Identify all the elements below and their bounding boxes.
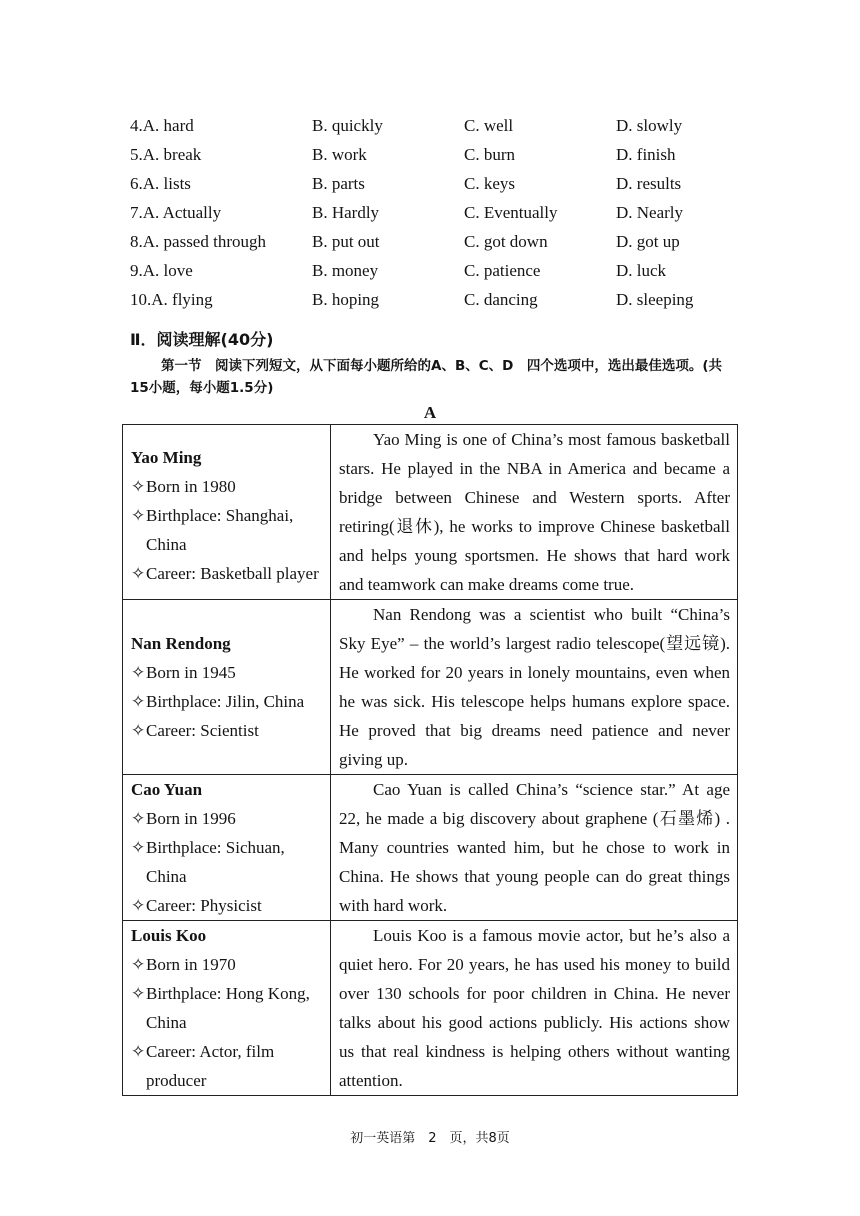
person-info-cell [123, 425, 331, 600]
option-b: B. hoping [312, 289, 380, 309]
person-description: Louis Koo is a famous movie actor, but he’s also a quiet hero. For 20 years, he has used his money to build over 130 schools for poor children in China. He never talks about his good actions publicly. His actions show us that real kindness is helping others without wanting attention. [339, 926, 730, 1090]
option-d: D. luck [616, 260, 667, 280]
option-row [130, 256, 730, 285]
star-icon: ✧ [131, 477, 146, 496]
option-c: C. patience [464, 260, 541, 280]
option-c: C. well [464, 116, 514, 136]
person-fact: ✧Born in 1945 [131, 658, 326, 687]
option-row [130, 199, 730, 228]
option-d: D. results [616, 174, 682, 194]
person-fact: ✧Birthplace: Sichuan, China [131, 833, 326, 891]
star-icon: ✧ [131, 1042, 146, 1061]
option-d: D. sleeping [616, 289, 694, 309]
option-d: D. slowly [616, 116, 683, 136]
person-name: Louis Koo [131, 926, 207, 945]
person-info-cell [123, 921, 331, 1096]
option-a: 10.A. flying [130, 289, 213, 309]
passage-label: A [423, 403, 437, 422]
star-icon: ✧ [131, 838, 146, 857]
person-info-cell [123, 600, 331, 775]
option-b: B. parts [312, 174, 365, 194]
person-fact: ✧Birthplace: Jilin, China [131, 687, 326, 716]
star-icon: ✧ [131, 721, 146, 740]
star-icon: ✧ [131, 663, 146, 682]
option-a: 4.A. hard [130, 116, 194, 136]
option-a: 9.A. love [130, 260, 193, 280]
section-title: Ⅱ．阅读理解(40分) [130, 330, 274, 349]
person-name: Yao Ming [131, 448, 202, 467]
person-description: Yao Ming is one of China’s most famous basketball stars. He played in the NBA in America and became a bridge between Chinese and Western sports. After retiring(退休), he works to improve Chinese basketball and helps young sportsmen. He shows that hard work and teamwork can make dreams come true. [339, 430, 730, 594]
option-a: 8.A. passed through [130, 232, 266, 251]
star-icon: ✧ [131, 955, 146, 974]
option-c: C. keys [464, 174, 515, 194]
section-instruction: 第一节 阅读下列短文，从下面每小题所给的A、B、C、D 四个选项中，选出最佳选项。(共15小题，每小题1.5分) [130, 358, 723, 396]
person-description-cell [331, 600, 738, 775]
person-name: Nan Rendong [131, 634, 231, 653]
person-fact: ✧Career: Physicist [131, 891, 326, 920]
person-description-cell [331, 775, 738, 921]
person-name: Cao Yuan [131, 780, 203, 799]
option-b: B. money [312, 260, 379, 280]
person-row [123, 600, 738, 775]
person-fact: ✧Born in 1980 [131, 472, 326, 501]
option-a: 5.A. break [130, 145, 202, 165]
person-description-cell [331, 921, 738, 1096]
option-c: C. burn [464, 145, 515, 165]
option-d: D. Nearly [616, 203, 684, 223]
star-icon: ✧ [131, 809, 146, 828]
option-row [130, 228, 730, 257]
person-fact: ✧Birthplace: Hong Kong, China [131, 979, 326, 1037]
person-row [123, 425, 738, 600]
star-icon: ✧ [131, 506, 146, 525]
person-description-cell [331, 425, 738, 600]
star-icon: ✧ [131, 692, 146, 711]
person-fact: ✧Career: Scientist [131, 716, 326, 745]
person-row [123, 775, 738, 921]
star-icon: ✧ [131, 984, 146, 1003]
star-icon: ✧ [131, 564, 146, 583]
option-a: 7.A. Actually [130, 203, 222, 223]
person-info-cell [123, 775, 331, 921]
passage-table [122, 424, 738, 1096]
answer-options [130, 112, 730, 314]
option-row [130, 285, 730, 314]
option-c: C. Eventually [464, 203, 558, 223]
star-icon: ✧ [131, 896, 146, 915]
person-fact: ✧Born in 1996 [131, 804, 326, 833]
person-fact: ✧Career: Actor, film producer [131, 1037, 326, 1095]
option-c: C. got down [464, 232, 548, 251]
page-footer: 初一英语第 2 页，共8页 [350, 1131, 510, 1146]
option-d: D. got up [616, 232, 680, 251]
option-row [130, 141, 730, 170]
person-description: Cao Yuan is called China’s “science star.” At age 22, he made a big discovery about graphene (石墨烯) . Many countries wanted him, but he chose to work in China. He shows that young people can do great things with hard work. [339, 780, 730, 915]
person-fact: ✧Birthplace: Shanghai, China [131, 501, 326, 559]
person-row [123, 921, 738, 1096]
option-row [130, 170, 730, 199]
option-row [130, 112, 730, 141]
option-b: B. Hardly [312, 203, 380, 223]
option-b: B. quickly [312, 116, 383, 136]
person-description: Nan Rendong was a scientist who built “China’s Sky Eye” – the world’s largest radio telescope(望远镜). He worked for 20 years in lonely mountains, even when he was sick. His telescope helps humans explore space. He proved that big dreams need patience and never giving up. [339, 605, 730, 769]
option-b: B. work [312, 145, 367, 165]
option-d: D. finish [616, 145, 676, 165]
option-b: B. put out [312, 232, 380, 251]
option-a: 6.A. lists [130, 174, 191, 194]
person-fact: ✧Born in 1970 [131, 950, 326, 979]
option-c: C. dancing [464, 289, 538, 309]
person-fact: ✧Career: Basketball player [131, 559, 326, 588]
